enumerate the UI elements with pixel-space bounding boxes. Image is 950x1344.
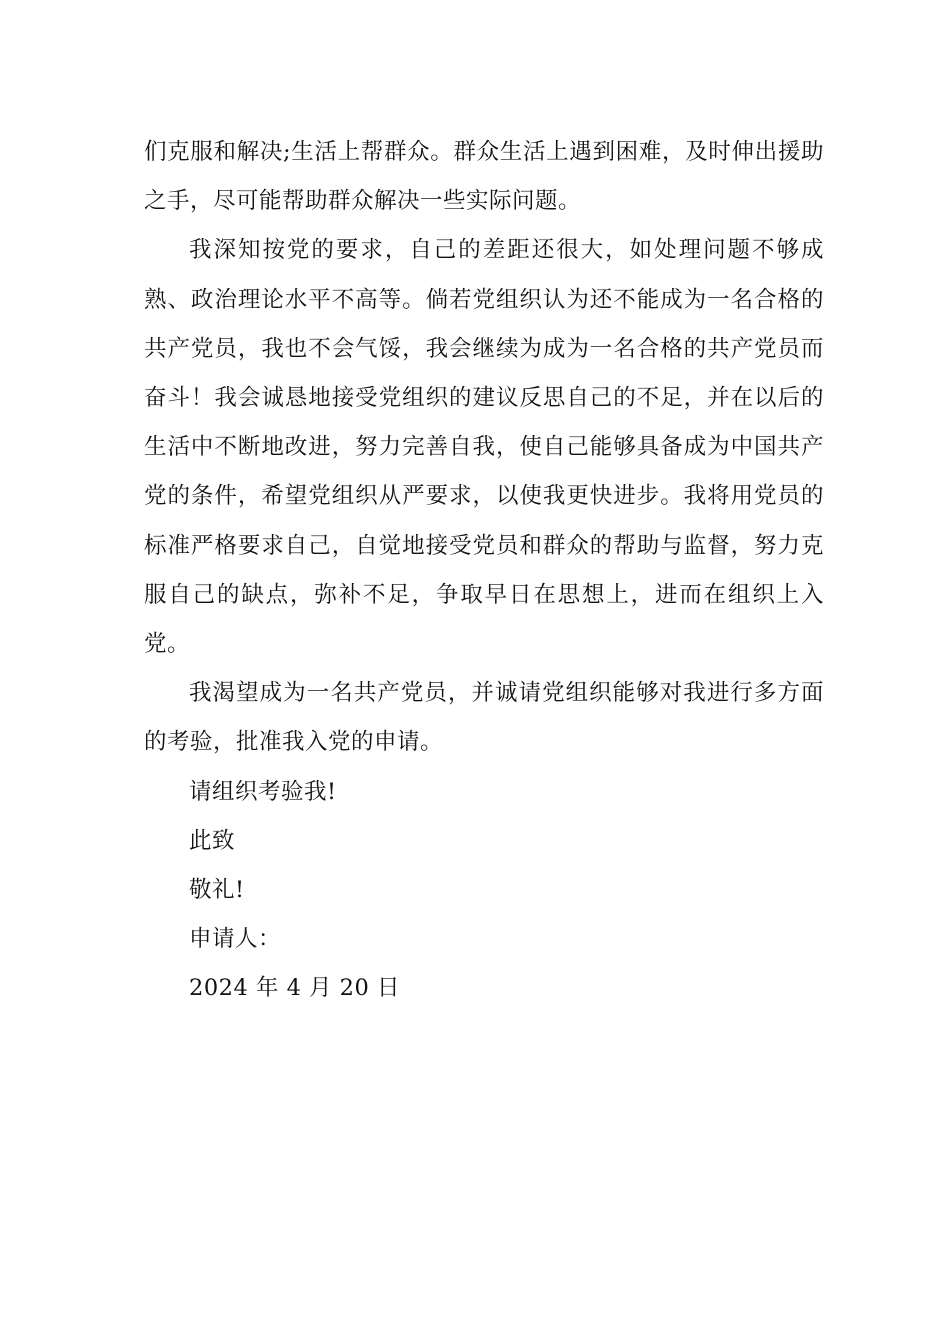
closing-request: 请组织考验我! xyxy=(189,778,337,805)
salutation-jingli: 敬礼! xyxy=(189,877,245,904)
signature-date: 2024 年 4 月 20 日 xyxy=(189,975,400,1002)
document-body xyxy=(144,128,824,1014)
paragraph-aspiration: 我渴望成为一名共产党员，并诚请党组织能够对我进行多方面的考验，批准我入党的申请。 xyxy=(144,680,824,756)
paragraph-continuation: 们克服和解决;生活上帮群众。群众生活上遇到困难，及时伸出援助之手，尽可能帮助群众解决一些实际问题。 xyxy=(144,139,824,215)
paragraph-self-reflection: 我深知按党的要求，自己的差距还很大，如处理问题不够成熟、政治理论水平不高等。倘若党组织认为还不能成为一名合格的共产党员，我也不会气馁，我会继续为成为一名合格的共产党员而奋斗！我会诚恳地接受党组织的建议反思自己的不足，并在以后的生活中不断地改进，努力完善自我，使自己能够具备成为中国共产党的条件，希望党组织从严要求，以使我更快进步。我将用党员的标准严格要求自己，自觉地接受党员和群众的帮助与监督，努力克服自己的缺点，弥补不足，争取早日在思想上，进而在组织上入党。 xyxy=(144,237,824,658)
salutation-cizhi: 此致 xyxy=(189,827,236,854)
applicant-label: 申请人： xyxy=(189,926,282,953)
